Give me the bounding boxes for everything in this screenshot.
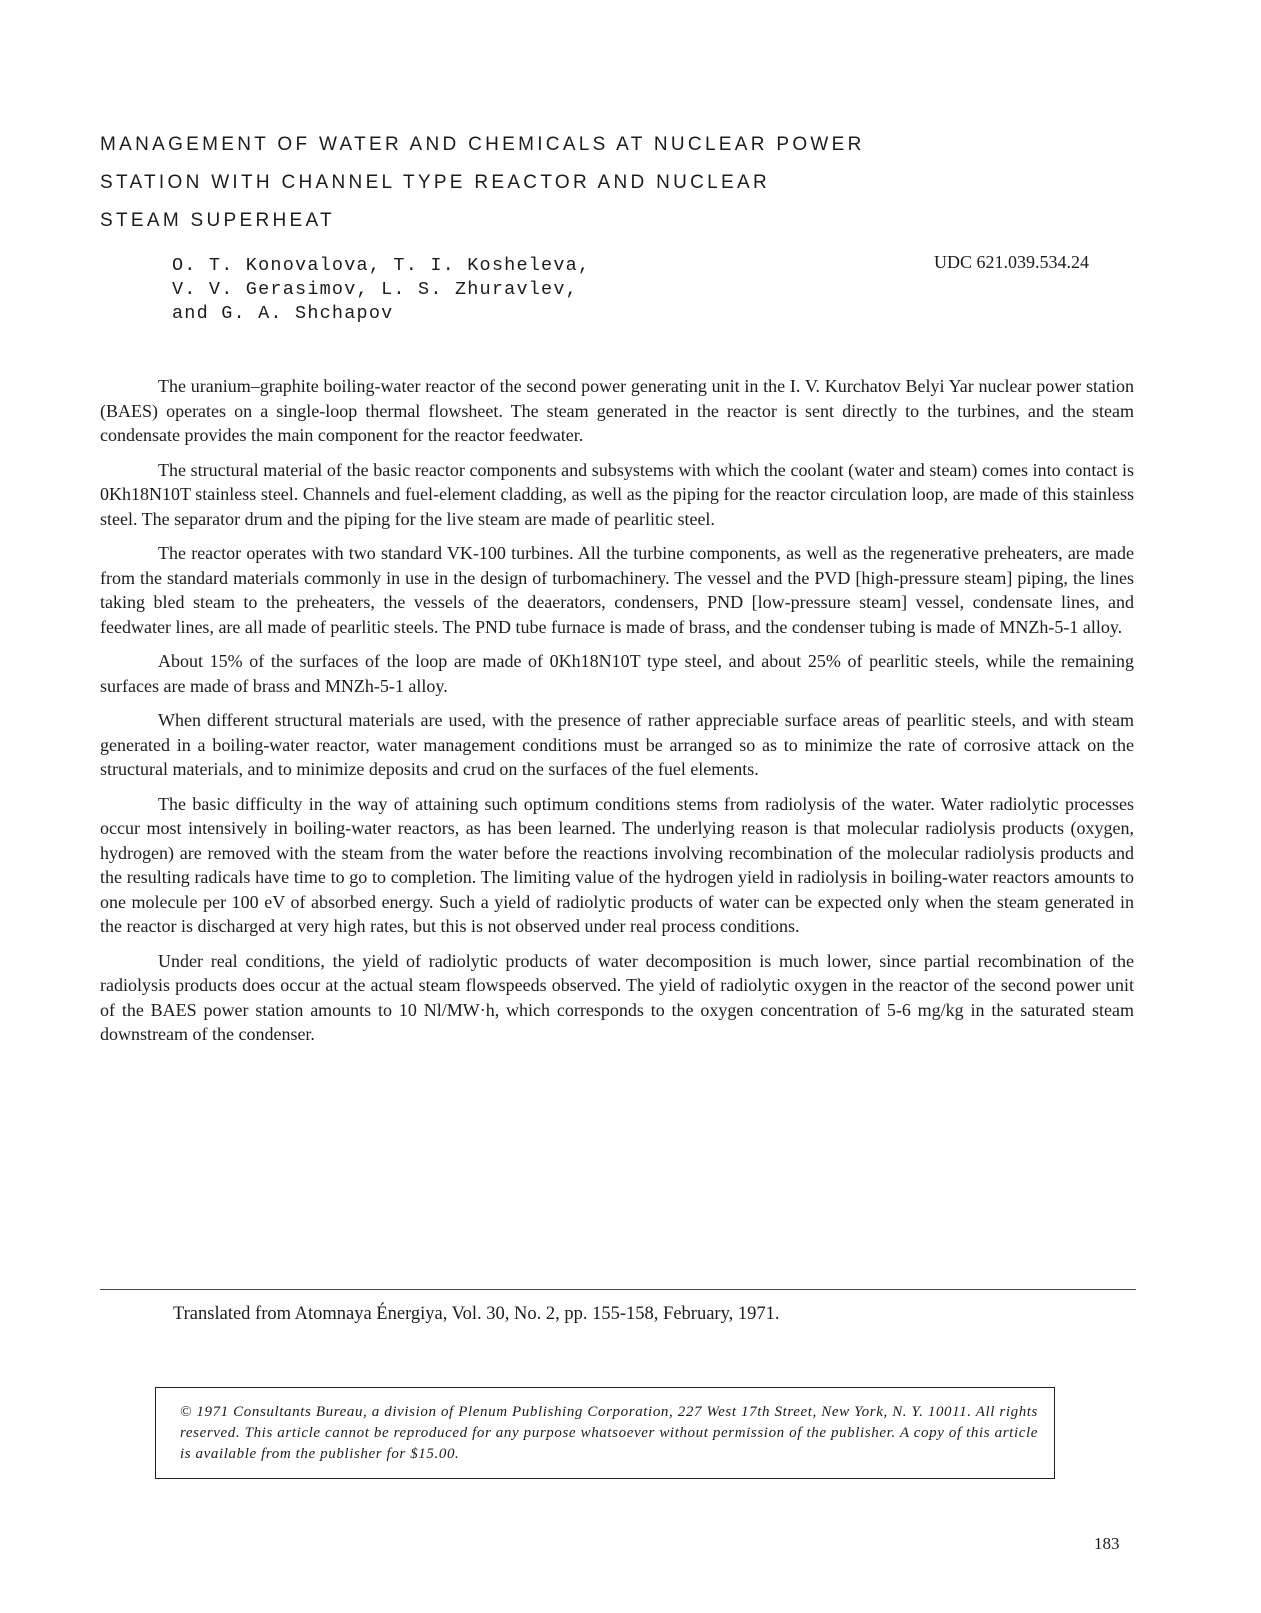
paragraph-6: The basic difficulty in the way of attaining such optimum conditions stems from radiolysis of the water. Water radiolytic processes occur most intensively in boiling-water reactors, as has been learned. The underlying reason is that molecular radiolysis products (oxygen, hydrogen) are removed with the steam from the water before the reactions involving recombination of the molecular radiolysis products and the resulting radicals have time to go to completion. The limiting value of the hydrogen yield in radiolysis in boiling-water reactors amounts to one molecule per 100 eV of absorbed energy. Such a yield of radiolytic products of water can be expected only when the steam generated in the reactor is discharged at very high rates, but this is not observed under real process conditions. [100,793,1134,936]
translation-note: Translated from Atomnaya Énergiya, Vol. 30, No. 2, pp. 155-158, February, 1971. [173,1304,780,1324]
title-line-3: STEAM SUPERHEAT [100,210,335,231]
footnote-divider [100,1289,1136,1290]
author-line-2: V. V. Gerasimov, L. S. Zhuravlev, [172,279,578,300]
article-body [100,374,1134,1057]
paragraph-7: Under real conditions, the yield of radiolytic products of water decomposition is much lower, since partial recombination of the radiolysis products does occur at the actual steam flowspeeds observed. The yield of radiolytic oxygen in the reactor of the second power unit of the BAES power station amounts to 10 Nl/MW·h, which corresponds to the oxygen concentration of 5-6 mg/kg in the saturated steam downstream of the condenser. [100,950,1134,1044]
paragraph-4: About 15% of the surfaces of the loop are made of 0Kh18N10T type steel, and about 25% of pearlitic steels, while the remaining surfaces are made of brass and MNZh-5-1 alloy. [100,651,1134,696]
paragraph-2: The structural material of the basic reactor components and subsystems with which the coolant (water and steam) comes into contact is 0Kh18N10T stainless steel. Channels and fuel-element cladding, as well as the piping for the reactor circulation loop, are made of this stainless steel. The separator drum and the piping for the live steam are made of pearlitic steel. [100,459,1134,529]
paragraph-1: The uranium–graphite boiling-water reactor of the second power generating unit in the I. V. Kurchatov Belyi Yar nuclear power station (BAES) operates on a single-loop thermal flowsheet. The steam generated in the reactor is sent directly to the turbines, and the steam condensate provides the main component for the reactor feedwater. [100,376,1134,445]
copyright-notice: © 1971 Consultants Bureau, a division of Plenum Publishing Corporation, 227 West 17th Street, New York, N. Y. 10011. All rights reserved. This article cannot be reproduced for any purpose whatsoever without permission of the publisher. A copy of this article is available from the publisher for $15.00. [180,1404,1038,1462]
author-line-1: O. T. Konovalova, T. I. Kosheleva, [172,255,591,276]
author-list [172,254,590,326]
title-line-1: MANAGEMENT OF WATER AND CHEMICALS AT NUCLEAR POWER [100,134,865,155]
author-line-3: and G. A. Shchapov [172,303,394,324]
paragraph-5: When different structural materials are used, with the presence of rather appreciable surface areas of pearlitic steels, and with steam generated in a boiling-water reactor, water management conditions must be arranged so as to minimize the rate of corrosive attack on the structural materials, and to minimize deposits and crud on the surfaces of the fuel elements. [100,710,1134,779]
copyright-box [155,1387,1055,1479]
article-title [100,126,1000,240]
title-line-2: STATION WITH CHANNEL TYPE REACTOR AND NUCLEAR [100,172,771,193]
paragraph-3: The reactor operates with two standard VK-100 turbines. All the turbine components, as well as the regenerative preheaters, are made from the standard materials commonly in use in the design of turbomachinery. The vessel and the PVD [high-pressure steam] piping, the lines taking bled steam to the preheaters, the vessels of the deaerators, condensers, PND [low-pressure steam] vessel, condensate lines, and feedwater lines, are all made of pearlitic steels. The PND tube furnace is made of brass, and the condenser tubing is made of MNZh-5-1 alloy. [100,543,1134,637]
page-number: 183 [1094,1534,1120,1553]
udc-code: UDC 621.039.534.24 [934,252,1090,272]
